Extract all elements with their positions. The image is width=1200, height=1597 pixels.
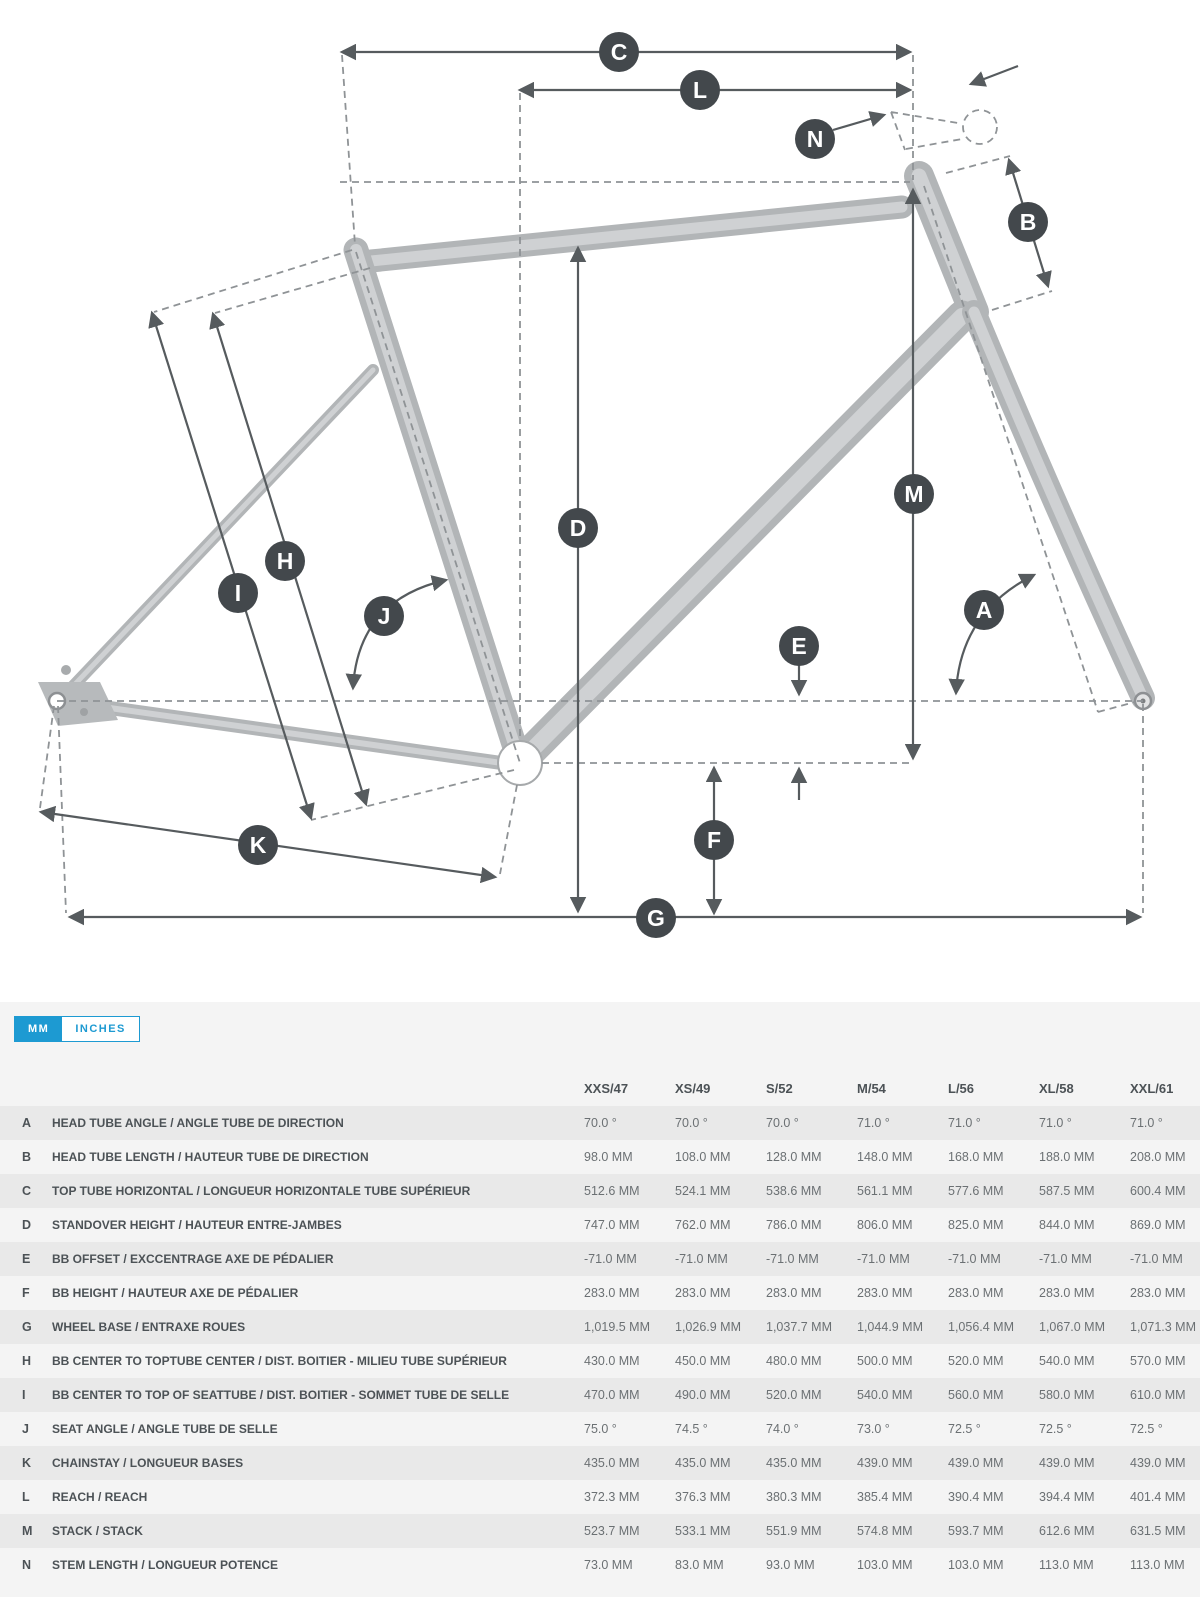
geometry-value: 283.0 MM [948, 1286, 1004, 1300]
geometry-value: 113.0 MM [1039, 1558, 1094, 1572]
table-row-E [0, 1242, 1200, 1276]
size-column-header: M/54 [857, 1081, 886, 1096]
geometry-value: 93.0 MM [766, 1558, 815, 1572]
diagram-marker-F [694, 820, 734, 860]
geometry-value: 439.0 MM [948, 1456, 1004, 1470]
geometry-value: 72.5 ° [948, 1422, 981, 1436]
svg-text:F: F [706, 827, 722, 853]
geometry-value: 148.0 MM [857, 1150, 913, 1164]
geometry-value: 540.0 MM [857, 1388, 913, 1402]
row-letter: L [22, 1490, 30, 1504]
geometry-value: 73.0 ° [857, 1422, 890, 1436]
bb-offset-bottom-guide [311, 770, 514, 820]
table-row-H [0, 1344, 1200, 1378]
svg-text:M: M [904, 481, 924, 507]
row-label: TOP TUBE HORIZONTAL / LONGUEUR HORIZONTALE TUBE SUPÉRIEUR [52, 1184, 471, 1198]
geometry-value: 570.0 MM [1130, 1354, 1186, 1368]
geometry-value: 1,044.9 MM [857, 1320, 924, 1334]
size-column-header: XXS/47 [584, 1081, 629, 1096]
geometry-value: 74.5 ° [675, 1422, 708, 1436]
row-letter: D [22, 1218, 32, 1232]
row-label: BB HEIGHT / HAUTEUR AXE DE PÉDALIER [52, 1286, 299, 1300]
geometry-value: 1,056.4 MM [948, 1320, 1015, 1334]
geometry-value: 73.0 MM [584, 1558, 633, 1572]
row-label: HEAD TUBE ANGLE / ANGLE TUBE DE DIRECTION [52, 1116, 344, 1130]
top-tube-left-guide [342, 55, 355, 245]
geometry-value: 70.0 ° [584, 1116, 617, 1130]
geometry-value: 540.0 MM [1039, 1354, 1095, 1368]
table-row-F [0, 1276, 1200, 1310]
row-letter: E [22, 1252, 31, 1266]
geometry-value: 283.0 MM [584, 1286, 640, 1300]
geometry-value: 70.0 ° [766, 1116, 799, 1130]
geometry-value: 600.4 MM [1130, 1184, 1186, 1198]
geometry-value: 208.0 MM [1130, 1150, 1186, 1164]
row-letter: M [22, 1524, 33, 1538]
geometry-value: 470.0 MM [584, 1388, 640, 1402]
table-row-N [0, 1548, 1200, 1582]
row-letter: N [22, 1558, 32, 1572]
table-row-C [0, 1174, 1200, 1208]
geometry-value: 108.0 MM [675, 1150, 731, 1164]
geometry-value: 71.0 ° [857, 1116, 890, 1130]
geometry-value: -71.0 MM [857, 1252, 910, 1266]
diagram-marker-B [1008, 202, 1048, 242]
fork [974, 312, 1143, 698]
geometry-value: 283.0 MM [857, 1286, 913, 1300]
diagram-marker-C [599, 32, 639, 72]
geometry-value: 580.0 MM [1039, 1388, 1095, 1402]
geometry-value: 439.0 MM [1130, 1456, 1186, 1470]
dim-seat-angle-J [353, 580, 446, 688]
seat-stay [60, 370, 373, 700]
geometry-value: 71.0 ° [1039, 1116, 1072, 1130]
geometry-value: 593.7 MM [948, 1524, 1004, 1538]
row-label: CHAINSTAY / LONGUEUR BASES [52, 1456, 244, 1470]
svg-text:J: J [377, 603, 391, 629]
geometry-value: 71.0 ° [948, 1116, 981, 1130]
table-row-J [0, 1412, 1200, 1446]
size-column-header: L/56 [948, 1081, 975, 1096]
diagram-marker-N [795, 119, 835, 159]
row-letter: G [22, 1320, 32, 1334]
row-letter: I [22, 1388, 26, 1402]
geometry-table-section [0, 1002, 1200, 1597]
table-row-G [0, 1310, 1200, 1344]
geometry-value: -71.0 MM [948, 1252, 1001, 1266]
diagram-marker-M [894, 474, 934, 514]
diagram-marker-E [779, 626, 819, 666]
geometry-value: 401.4 MM [1130, 1490, 1186, 1504]
geometry-value: 786.0 MM [766, 1218, 822, 1232]
geometry-value: 523.7 MM [584, 1524, 640, 1538]
geometry-value: 631.5 MM [1130, 1524, 1186, 1538]
row-letter: J [22, 1422, 29, 1436]
geometry-value: 450.0 MM [675, 1354, 731, 1368]
dimension-lines [41, 52, 1140, 917]
row-letter: K [22, 1456, 32, 1470]
head-tube [919, 176, 974, 312]
top-tube [371, 207, 902, 261]
rear-wheelbase-guide [58, 706, 66, 913]
geometry-value: -71.0 MM [1039, 1252, 1092, 1266]
geometry-value: 577.6 MM [948, 1184, 1004, 1198]
geometry-value: -71.0 MM [766, 1252, 819, 1266]
head-length-top-guide [946, 156, 1010, 173]
svg-text:H: H [276, 548, 294, 574]
row-label: STANDOVER HEIGHT / HAUTEUR ENTRE-JAMBES [52, 1218, 342, 1232]
mm-toggle-button[interactable]: MM [15, 1017, 62, 1041]
diagram-marker-L [680, 70, 720, 110]
geometry-value: 435.0 MM [766, 1456, 822, 1470]
geometry-value: 1,026.9 MM [675, 1320, 742, 1334]
geometry-value: 520.0 MM [766, 1388, 822, 1402]
geometry-value: 83.0 MM [675, 1558, 724, 1572]
stem-outline-guide [891, 112, 962, 150]
svg-text:I: I [234, 580, 242, 606]
geometry-value: 376.3 MM [675, 1490, 731, 1504]
geometry-value: 747.0 MM [584, 1218, 640, 1232]
diagram-marker-I [218, 573, 258, 613]
geometry-value: -71.0 MM [675, 1252, 728, 1266]
geometry-value: 390.4 MM [948, 1490, 1004, 1504]
geometry-value: 1,067.0 MM [1039, 1320, 1106, 1334]
inches-toggle-button[interactable]: INCHES [62, 1017, 139, 1041]
table-row-D [0, 1208, 1200, 1242]
geometry-value: 70.0 ° [675, 1116, 708, 1130]
geometry-value: 1,037.7 MM [766, 1320, 833, 1334]
geometry-value: 500.0 MM [857, 1354, 913, 1368]
bb-chainstay-guide [500, 785, 517, 874]
geometry-value: 490.0 MM [675, 1388, 731, 1402]
svg-text:L: L [692, 77, 708, 103]
table-row-I [0, 1378, 1200, 1412]
geometry-value: 435.0 MM [675, 1456, 731, 1470]
geometry-value: 533.1 MM [675, 1524, 731, 1538]
row-label: BB OFFSET / EXCCENTRAGE AXE DE PÉDALIER [52, 1252, 334, 1266]
size-column-header: XL/58 [1039, 1081, 1074, 1096]
diagram-marker-K [238, 825, 278, 865]
handlebar-clamp-guide [963, 110, 997, 144]
row-letter: C [22, 1184, 32, 1198]
units-toggle [14, 1016, 140, 1042]
axle-chainstay-guide [40, 706, 54, 808]
bottom-bracket [498, 741, 542, 785]
geometry-value: 561.1 MM [857, 1184, 913, 1198]
geometry-value: 435.0 MM [584, 1456, 640, 1470]
svg-text:B: B [1019, 209, 1037, 235]
geometry-value: 1,071.3 MM [1130, 1320, 1197, 1334]
size-column-header: XS/49 [675, 1081, 711, 1096]
geometry-value: 128.0 MM [766, 1150, 822, 1164]
geometry-value: 587.5 MM [1039, 1184, 1095, 1198]
table-row-A [0, 1106, 1200, 1140]
geometry-value: 283.0 MM [1039, 1286, 1095, 1300]
geometry-value: 574.8 MM [857, 1524, 913, 1538]
geometry-value: 551.9 MM [766, 1524, 822, 1538]
geometry-value: 380.3 MM [766, 1490, 822, 1504]
row-letter: A [22, 1116, 32, 1130]
table-row-B [0, 1140, 1200, 1174]
geometry-value: 103.0 MM [857, 1558, 913, 1572]
geometry-value: 372.3 MM [584, 1490, 640, 1504]
svg-text:N: N [806, 126, 824, 152]
geometry-value: 168.0 MM [948, 1150, 1004, 1164]
dim-stem-cap-arrow [971, 66, 1018, 84]
geometry-value: 394.4 MM [1039, 1490, 1095, 1504]
svg-text:D: D [569, 515, 587, 541]
geometry-value: 612.6 MM [1039, 1524, 1095, 1538]
chain-stay [60, 701, 516, 765]
geometry-value: 283.0 MM [1130, 1286, 1186, 1300]
diagram-marker-J [364, 596, 404, 636]
geometry-value: 825.0 MM [948, 1218, 1004, 1232]
row-label: BB CENTER TO TOPTUBE CENTER / DIST. BOITIER - MILIEU TUBE SUPÉRIEUR [52, 1354, 507, 1368]
geometry-value: 385.4 MM [857, 1490, 913, 1504]
geometry-value: 75.0 ° [584, 1422, 617, 1436]
svg-text:K: K [249, 832, 267, 858]
diagram-marker-A [964, 590, 1004, 630]
geometry-value: -71.0 MM [1130, 1252, 1183, 1266]
geometry-value: 560.0 MM [948, 1388, 1004, 1402]
geometry-value: 439.0 MM [857, 1456, 913, 1470]
geometry-value: 439.0 MM [1039, 1456, 1095, 1470]
geometry-value: 480.0 MM [766, 1354, 822, 1368]
geometry-value: 71.0 ° [1130, 1116, 1163, 1130]
geometry-value: 74.0 ° [766, 1422, 799, 1436]
geometry-value: 98.0 MM [584, 1150, 633, 1164]
dim-stem-N [833, 115, 884, 130]
diagram-marker-G [636, 898, 676, 938]
svg-text:E: E [791, 633, 807, 659]
row-label: WHEEL BASE / ENTRAXE ROUES [52, 1320, 246, 1334]
geometry-value: 844.0 MM [1039, 1218, 1095, 1232]
geometry-value: 72.5 ° [1039, 1422, 1072, 1436]
row-label: REACH / REACH [52, 1490, 148, 1504]
geometry-value: 113.0 MM [1130, 1558, 1185, 1572]
row-letter: F [22, 1286, 30, 1300]
geometry-value: 512.6 MM [584, 1184, 640, 1198]
geometry-value: 1,019.5 MM [584, 1320, 651, 1334]
geometry-value: 524.1 MM [675, 1184, 731, 1198]
geometry-value: 538.6 MM [766, 1184, 822, 1198]
geometry-value: 610.0 MM [1130, 1388, 1186, 1402]
geometry-value: 72.5 ° [1130, 1422, 1163, 1436]
geometry-value: 283.0 MM [766, 1286, 822, 1300]
toptube-center-guide [215, 268, 370, 313]
table-row-L [0, 1480, 1200, 1514]
geometry-value: 188.0 MM [1039, 1150, 1095, 1164]
svg-text:G: G [647, 905, 665, 931]
row-label: STEM LENGTH / LONGUEUR POTENCE [52, 1558, 279, 1572]
row-label: HEAD TUBE LENGTH / HAUTEUR TUBE DE DIRECTION [52, 1150, 369, 1164]
row-letter: H [22, 1354, 32, 1368]
size-column-header: XXL/61 [1130, 1081, 1174, 1096]
geometry-value: 283.0 MM [675, 1286, 731, 1300]
head-length-bottom-guide [992, 291, 1052, 310]
diagram-marker-D [558, 508, 598, 548]
table-row-M [0, 1514, 1200, 1548]
geometry-value: 806.0 MM [857, 1218, 913, 1232]
svg-text:A: A [975, 597, 993, 623]
table-row-K [0, 1446, 1200, 1480]
diagram-marker-H [265, 541, 305, 581]
row-letter: B [22, 1150, 32, 1164]
geometry-value: 762.0 MM [675, 1218, 731, 1232]
geometry-value: 869.0 MM [1130, 1218, 1186, 1232]
row-label: SEAT ANGLE / ANGLE TUBE DE SELLE [52, 1422, 278, 1436]
table-body [0, 1106, 1200, 1582]
size-column-header: S/52 [766, 1081, 793, 1096]
geometry-value: 103.0 MM [948, 1558, 1004, 1572]
dim-head-angle-A [956, 575, 1034, 693]
svg-text:C: C [610, 39, 628, 65]
row-label: BB CENTER TO TOP OF SEATTUBE / DIST. BOITIER - SOMMET TUBE DE SELLE [52, 1388, 510, 1402]
row-label: STACK / STACK [52, 1524, 143, 1538]
geometry-value: 520.0 MM [948, 1354, 1004, 1368]
geometry-value: -71.0 MM [584, 1252, 637, 1266]
table-header-row [0, 1050, 1200, 1106]
geometry-value: 430.0 MM [584, 1354, 640, 1368]
